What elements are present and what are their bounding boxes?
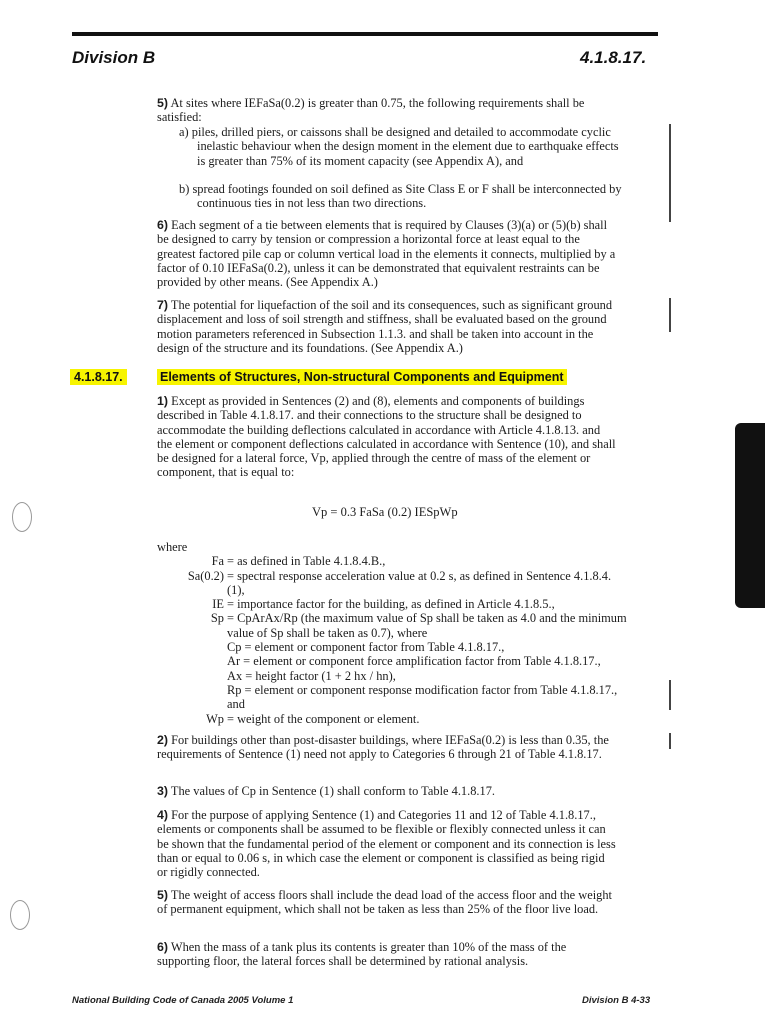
clause-letter: a) bbox=[179, 125, 189, 139]
clause-text: piles, drilled piers, or caissons shall be designed and detailed to accommodate cyclic inelastic behaviour when the design moment in the element due to earthquake effects is greater than 75% of its moment capacity (see Appendix A), and bbox=[191, 125, 619, 168]
sentence-number: 6) bbox=[157, 940, 169, 954]
subdefinition-row: Ax = height factor (1 + 2 hx / hn), bbox=[227, 668, 396, 683]
definition-symbol: Fa bbox=[211, 554, 224, 569]
sentence-number: 1) bbox=[157, 394, 169, 408]
sentence-5-dead-load bbox=[157, 888, 617, 917]
definition-row bbox=[157, 569, 627, 598]
definition-symbol: Wp bbox=[206, 711, 224, 726]
punch-hole bbox=[12, 502, 32, 532]
sentence-number: 6) bbox=[157, 218, 169, 232]
sentence-text: Except as provided in Sentences (2) and (8), elements and components of buildings described in Table 4.1.8.17. and their connections to the structure shall be designed to accommodate the building deflections calculated in accordance with Article 4.1.8.13. and the element or component deflections calculated in accordance with Sentence (10), and shall be designed for a lateral force, Vp, applied through the centre of mass of the element or component, that is equal to: bbox=[157, 394, 616, 480]
sentence-number: 2) bbox=[157, 733, 169, 747]
clause-a bbox=[157, 125, 627, 168]
definition-text: = importance factor for the building, as defined in Article 4.1.8.5., bbox=[227, 597, 555, 612]
footer-publication: National Building Code of Canada 2005 Volume 1 bbox=[72, 995, 294, 1006]
sentence-text: For buildings other than post-disaster buildings, where IEFaSa(0.2) is less than 0.35, the requirements of Sentence (1) need not apply to Categories 6 through 21 of Table 4.1.8.17. bbox=[157, 733, 609, 762]
sentence-2 bbox=[157, 733, 617, 762]
sentence-number: 4) bbox=[157, 808, 169, 822]
subdefinition-row: Cp = element or component factor from Table 4.1.8.17., bbox=[227, 640, 505, 655]
definition-symbol: Sa(0.2) bbox=[187, 568, 224, 583]
where-label: where bbox=[157, 540, 188, 554]
clause-letter: b) bbox=[179, 182, 190, 196]
sentence-text: Each segment of a tie between elements that is required by Clauses (3)(a) or (5)(b) shall be designed to carry by tension or compression a horizontal force at least equal to the greatest factored pile cap or column vertical load in the elements it connects, multiplied by a factor of 0.10 IEFaSa(0.2), unless it can be demonstrated that equivalent restraints can be provided by other means. (See Appendix A.) bbox=[157, 218, 616, 290]
sentence-text: The values of Cp in Sentence (1) shall conform to Table 4.1.8.17. bbox=[170, 784, 495, 798]
definition-row bbox=[157, 712, 627, 726]
definition-row bbox=[157, 611, 627, 640]
sentence-text: For the purpose of applying Sentence (1) and Categories 11 and 12 of Table 4.1.8.17., elements or components shall be assumed to be flexible or flexibly connected unless it can be shown that the fundamental period of the element or component and its connection is less than or equal to 0.06 s, in which case the element or component is classified as being rigid or rigidly connected. bbox=[157, 808, 616, 880]
subdefinition-row: Rp = element or component response modification factor from Table 4.1.8.17., and bbox=[227, 682, 618, 712]
division-header: Division B bbox=[72, 48, 156, 67]
sentence-1 bbox=[157, 394, 617, 480]
clause-b bbox=[157, 182, 627, 211]
sentence-number: 3) bbox=[157, 784, 169, 798]
section-number: 4.1.8.17. bbox=[70, 369, 127, 385]
sentence-3 bbox=[157, 784, 617, 798]
definition-text: = as defined in Table 4.1.8.4.B., bbox=[227, 554, 386, 569]
subdefinition-row: Ar = element or component force amplification factor from Table 4.1.8.17., bbox=[227, 654, 601, 669]
footer-page-number: Division B 4-33 bbox=[582, 995, 651, 1006]
page-edge-tab bbox=[735, 423, 765, 608]
sentence-number: 5) bbox=[157, 888, 169, 902]
sentence-text: At sites where IEFaSa(0.2) is greater than 0.75, the following requirements shall be satisfied: bbox=[157, 96, 585, 125]
change-bar bbox=[669, 733, 671, 749]
sentence-number: 7) bbox=[157, 298, 169, 312]
clause-text: spread footings founded on soil defined as Site Class E or F shall be interconnected by continuous ties in not less than two directions. bbox=[192, 182, 622, 211]
sentence-5 bbox=[157, 96, 617, 125]
definition-text: = CpArAx/Rp (the maximum value of Sp shall be taken as 4.0 and the minimum value of Sp shall be taken as 0.7), where bbox=[227, 611, 627, 640]
article-number-header: 4.1.8.17. bbox=[580, 48, 647, 67]
definition-symbol: Sp bbox=[210, 611, 224, 626]
definitions-list bbox=[157, 540, 627, 726]
sentence-text: When the mass of a tank plus its contents is greater than 10% of the mass of the supporting floor, the lateral forces shall be determined by rational analysis. bbox=[157, 940, 567, 969]
sentence-text: The weight of access floors shall include the dead load of the access floor and the weight of permanent equipment, which shall not be taken as less than 25% of the floor live load. bbox=[157, 888, 612, 917]
definition-row bbox=[157, 597, 627, 611]
header-rule bbox=[72, 32, 658, 36]
punch-hole bbox=[10, 900, 30, 930]
definition-row bbox=[157, 554, 627, 568]
sentence-6 bbox=[157, 218, 617, 289]
change-bar bbox=[669, 124, 671, 222]
change-bar bbox=[669, 298, 671, 332]
change-bar bbox=[669, 680, 671, 710]
definition-symbol: IE bbox=[212, 597, 224, 612]
definition-text: = spectral response acceleration value at 0.2 s, as defined in Sentence 4.1.8.4.(1), bbox=[227, 568, 612, 597]
definition-text: = weight of the component or element. bbox=[227, 711, 420, 726]
sentence-6-tank bbox=[157, 940, 617, 969]
sentence-7 bbox=[157, 298, 617, 355]
sentence-4 bbox=[157, 808, 617, 879]
lateral-force-formula: Vp = 0.3 FaSa (0.2) IESpWp bbox=[312, 505, 458, 519]
sentence-text: The potential for liquefaction of the soil and its consequences, such as significant ground displacement and loss of soil strength and stiffness, shall be evaluated based on the ground motion parameters referenced in Subsection 1.1.3. and shall be taken into account in the design of the structure and its foundations. (See Appendix A.) bbox=[157, 298, 613, 355]
section-title: Elements of Structures, Non-structural Components and Equipment bbox=[157, 369, 567, 385]
sentence-number: 5) bbox=[157, 96, 169, 110]
